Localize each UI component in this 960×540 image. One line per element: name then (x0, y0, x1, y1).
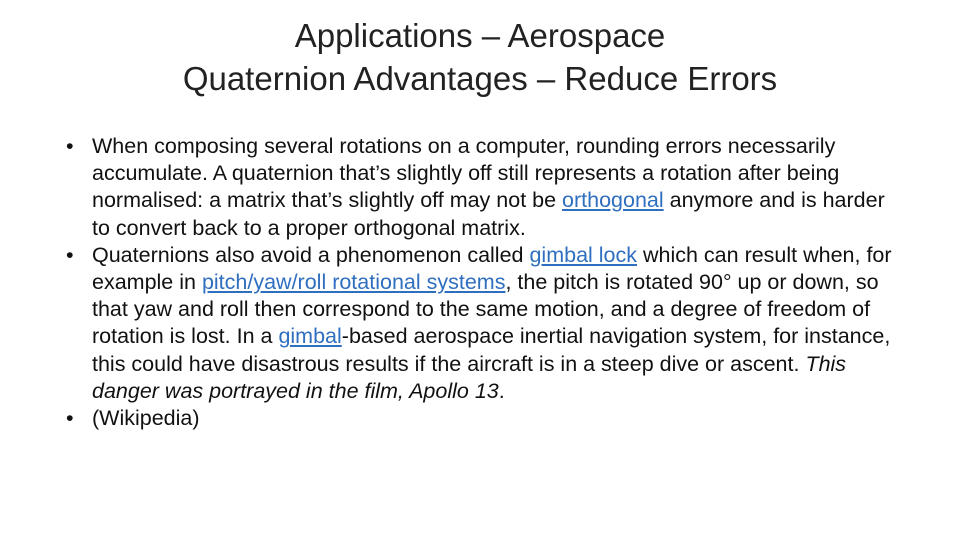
bullet-2-italic-b: Apollo 13 (409, 378, 499, 403)
bullet-2-text-c: , the pitch is rotated 90° up or down, so that yaw and roll then correspond to the same motion, and a degree of freedom of rotation is lost. In a (92, 270, 879, 349)
bullet-2-text-e: . (498, 378, 505, 403)
bullet-2-italic-a: This danger was portrayed in the film, (92, 351, 847, 403)
bullet-marker: • (66, 242, 74, 267)
link-orthogonal[interactable]: orthogonal (562, 188, 664, 213)
bullet-marker: • (66, 406, 74, 431)
link-gimbal-lock[interactable]: gimbal lock (529, 242, 638, 267)
title-line-1: Applications – Aerospace (294, 17, 666, 54)
bullet-marker: • (66, 134, 74, 158)
bullet-list (66, 133, 906, 432)
link-gimbal[interactable]: gimbal (278, 324, 342, 349)
bullet-item-rounding-errors (66, 133, 906, 242)
link-pitch-yaw-roll[interactable]: pitch/yaw/roll rotational systems (201, 270, 506, 295)
bullet-1-text-a: When composing several rotations on a computer, rounding errors necessarily accumulate. A quaternion that’s slightly off still represents a rotation after being normalised: a matrix that’s slightly off may not be (92, 134, 840, 213)
bullet-1-text-b: anymore and is harder to convert back to a proper orthogonal matrix. (92, 188, 885, 240)
bullet-item-source (66, 405, 906, 432)
bullet-2-text-d: -based aerospace inertial navigation system, for instance, this could have disastrous results if the aircraft is in a steep dive or ascent. (92, 324, 891, 376)
bullet-item-gimbal-lock (66, 242, 906, 405)
title-line-2: Quaternion Advantages – Reduce Errors (182, 60, 778, 97)
bullet-3-text: (Wikipedia) (92, 406, 200, 431)
bullet-2-text-b: which can result when, for example in (92, 242, 892, 295)
slide-title (0, 14, 960, 100)
bullet-2-text-a: Quaternions also avoid a phenomenon called (92, 242, 530, 267)
